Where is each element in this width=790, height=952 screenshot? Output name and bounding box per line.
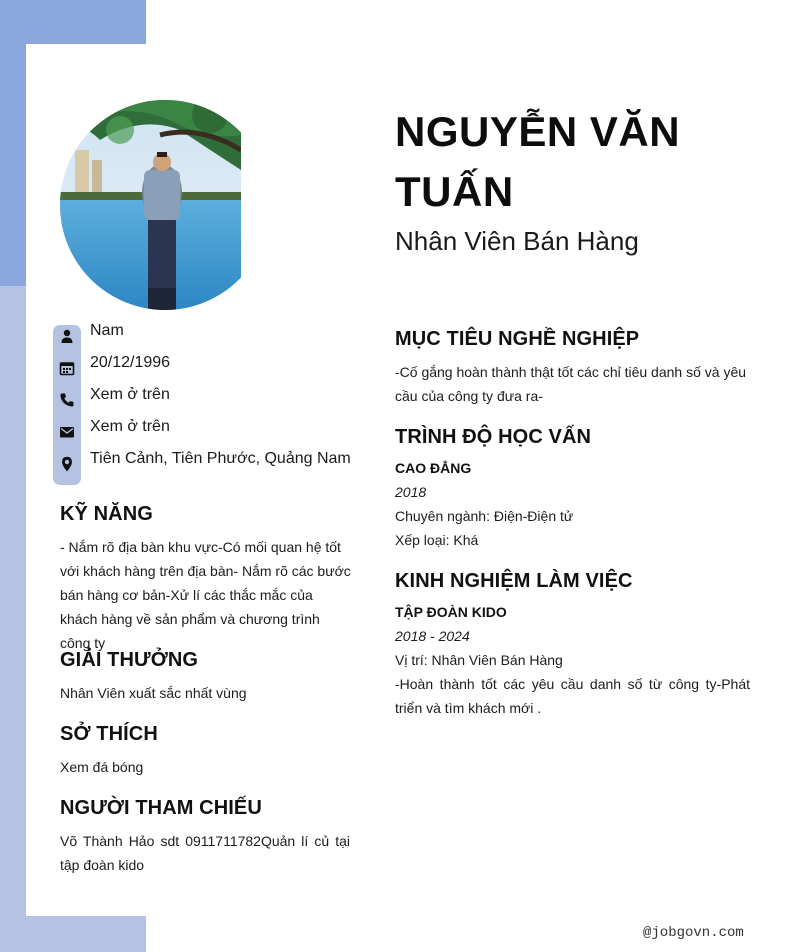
gender-text: Nam [90,322,124,339]
awards-heading: GIẢI THƯỞNG [60,649,199,671]
hobbies-heading: SỞ THÍCH [60,723,158,745]
contact-gender [53,320,373,352]
hobbies-text: Xem đá bóng [60,759,144,775]
experience-period: 2018 - 2024 [395,628,470,644]
skills-heading: KỸ NĂNG [60,503,153,525]
experience-company: TẬP ĐOÀN KIDO [395,604,507,620]
phone-text: Xem ở trên [90,386,170,403]
experience-description: -Hoàn thành tốt các yêu cầu danh số từ công ty-Phát triển và tìm khách mới . [395,676,750,716]
job-title: Nhân Viên Bán Hàng [395,226,639,256]
watermark: @jobgovn.com [643,925,744,941]
contact-email [53,416,373,448]
education-grade: Xếp loại: Khá [395,532,479,548]
awards-text: Nhân Viên xuất sắc nhất vùng [60,685,247,701]
email-text: Xem ở trên [90,418,170,435]
address-text: Tiên Cảnh, Tiên Phước, Quảng Nam [90,450,351,467]
education-school: CAO ĐẲNG [395,460,472,476]
education-year: 2018 [395,484,427,500]
birthdate-text: 20/12/1996 [90,354,171,371]
contact-phone [53,384,373,416]
person-icon [59,328,75,344]
experience-position: Vị trí: Nhân Viên Bán Hàng [395,652,563,668]
experience-heading: KINH NGHIỆM LÀM VIỆC [395,570,633,592]
references-heading: NGƯỜI THAM CHIẾU [60,797,262,819]
contact-address [53,448,373,480]
references-text: Võ Thành Hảo sdt 0911711782Quản lí củ tại tập đoàn kido [60,833,350,873]
objective-text: -Cố gắng hoàn thành thật tốt các chỉ tiêu danh số và yêu cầu của công ty đưa ra- [395,364,747,404]
mail-icon [59,424,75,440]
education-major: Chuyên ngành: Điện-Điện tử [395,508,574,524]
education-heading: TRÌNH ĐỘ HỌC VẤN [395,426,592,448]
objective-heading: MỤC TIÊU NGHỀ NGHIỆP [395,328,640,350]
location-pin-icon [59,456,75,472]
calendar-icon [59,360,75,376]
contact-birthdate [53,352,373,384]
profile-photo [60,100,241,310]
full-name: NGUYỄN VĂN TUẤN [395,108,681,215]
skills-text: - Nắm rõ địa bàn khu vực-Có mối quan hệ tốt với khách hàng trên địa bàn- Nắm rõ các bước bán hàng cơ bản-Xử lí các thắc mắc của khách hàng về sản phẩm và chương trình công ty [60,539,351,651]
phone-icon [59,392,75,408]
